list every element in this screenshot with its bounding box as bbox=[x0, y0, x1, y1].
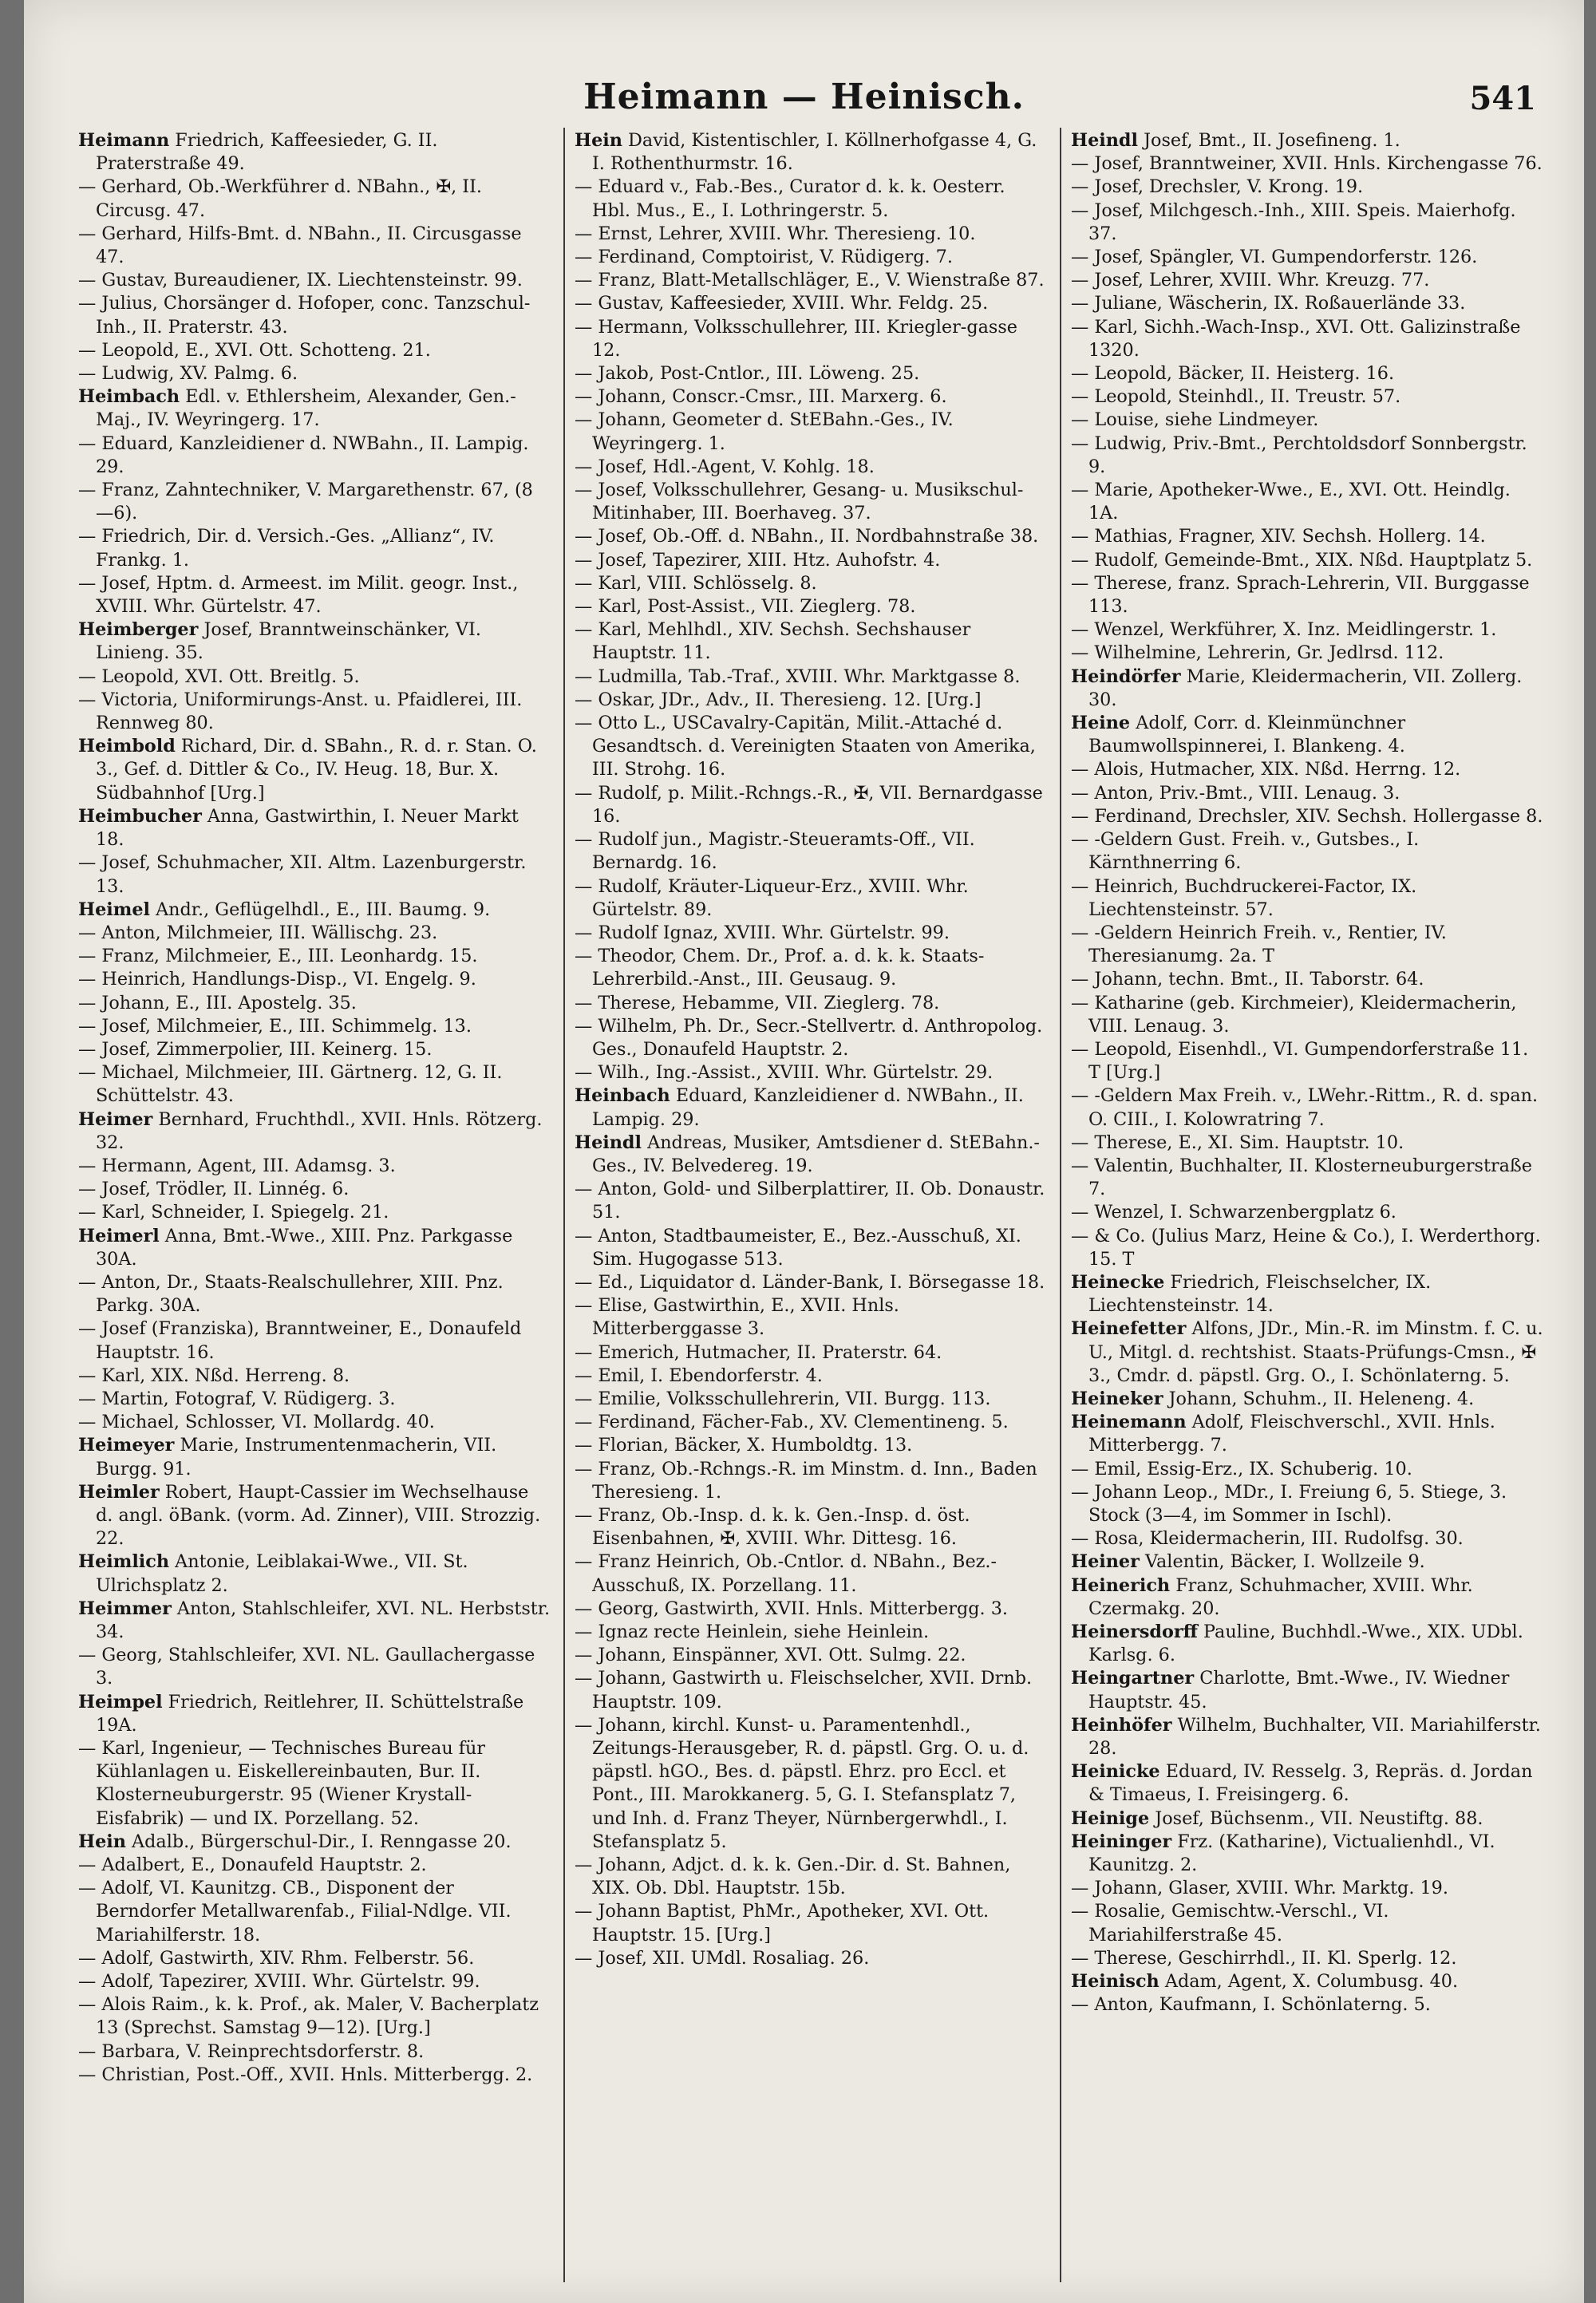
directory-entry: Heimmer Anton, Stahlschleifer, XVI. NL. Herbststr. 34. bbox=[78, 1598, 551, 1642]
directory-entry: — Franz, Milchmeier, E., III. Leonhardg. 15. bbox=[78, 946, 478, 967]
directory-entry: — Gerhard, Hilfs-Bmt. d. NBahn., II. Circusgasse 47. bbox=[78, 223, 522, 268]
directory-entry: — Josef, Trödler, II. Linnég. 6. bbox=[78, 1179, 350, 1200]
directory-entry: — Alois, Hutmacher, XIX. Nßd. Herrng. 12. bbox=[1071, 759, 1461, 780]
surname-headword: Heimpel bbox=[78, 1691, 163, 1712]
directory-entry: — Karl, Sichh.-Wach-Insp., XVI. Ott. Galizinstraße 1320. bbox=[1071, 316, 1521, 361]
directory-entry: — Johann Baptist, PhMr., Apotheker, XVI. Ott. Hauptstr. 15. [Urg.] bbox=[575, 1901, 990, 1946]
directory-entry: — Franz, Ob.-Insp. d. k. k. Gen.-Insp. d. öst. Eisenbahnen, ✠, XVIII. Whr. Dittesg. 16. bbox=[575, 1504, 970, 1550]
surname-headword: Heinemann bbox=[1071, 1412, 1187, 1433]
surname-headword: Heinicke bbox=[1071, 1761, 1160, 1783]
directory-entry: — Anton, Priv.-Bmt., VIII. Lenaug. 3. bbox=[1071, 782, 1400, 804]
directory-entry: — Karl, VIII. Schlösselg. 8. bbox=[575, 572, 817, 594]
directory-entry: — Julius, Chorsänger d. Hofoper, conc. Tanzschul-Inh., II. Praterstr. 43. bbox=[78, 293, 531, 338]
directory-entry: — Leopold, Eisenhdl., VI. Gumpendorferstraße 11. T [Urg.] bbox=[1071, 1038, 1529, 1084]
surname-headword: Heindörfer bbox=[1071, 666, 1181, 687]
directory-entry: Hein Adalb., Bürgerschul-Dir., I. Renngasse 20. bbox=[78, 1831, 512, 1852]
directory-entry: — Johann, Einspänner, XVI. Ott. Sulmg. 22. bbox=[575, 1645, 966, 1666]
directory-entry: — Karl, XIX. Nßd. Herreng. 8. bbox=[78, 1365, 350, 1386]
directory-entry: — Ignaz recte Heinlein, siehe Heinlein. bbox=[575, 1622, 930, 1642]
surname-headword: Heimmer bbox=[78, 1598, 172, 1619]
directory-entry: Heingartner Charlotte, Bmt.-Wwe., IV. Wiedner Hauptstr. 45. bbox=[1071, 1668, 1510, 1712]
directory-entry: — Ernst, Lehrer, XVIII. Whr. Theresieng. 10. bbox=[575, 223, 976, 244]
directory-entry: — Josef, Drechsler, V. Krong. 19. bbox=[1071, 176, 1364, 198]
directory-entry: — Rosalie, Gemischtw.-Verschl., VI. Mariahilferstraße 45. bbox=[1071, 1901, 1389, 1946]
surname-headword: Heimbucher bbox=[78, 805, 202, 827]
directory-entry: — Gerhard, Ob.-Werkführer d. NBahn., ✠, II. Circusg. 47. bbox=[78, 176, 482, 221]
directory-entry: — Josef, Milchgesch.-Inh., XIII. Speis. Maierhofg. 37. bbox=[1071, 199, 1516, 244]
directory-entry: — Hermann, Agent, III. Adamsg. 3. bbox=[78, 1155, 396, 1176]
surname-headword: Heinisch bbox=[1071, 1971, 1159, 1993]
directory-entry: — Heinrich, Handlungs-Disp., VI. Engelg. 9. bbox=[78, 969, 476, 990]
directory-entry: — Therese, Geschirrhdl., II. Kl. Sperlg. 12. bbox=[1071, 1947, 1457, 1969]
directory-entry: — Josef, Milchmeier, E., III. Schimmelg. 13. bbox=[78, 1015, 472, 1037]
surname-headword: Heinerich bbox=[1071, 1574, 1171, 1596]
directory-entry: — Josef, Lehrer, XVIII. Whr. Kreuzg. 77. bbox=[1071, 270, 1430, 291]
directory-entry: — Alois Raim., k. k. Prof., ak. Maler, V. Bacherplatz 13 (Sprechst. Samstag 9—12). [Urg.] bbox=[78, 1994, 539, 2039]
directory-entry: Heiner Valentin, Bäcker, I. Wollzeile 9. bbox=[1071, 1551, 1425, 1573]
directory-entry: — Johann Leop., MDr., I. Freiung 6, 5. Stiege, 3. Stock (3—4, im Sommer in Ischl). bbox=[1071, 1481, 1507, 1526]
surname-headword: Heinbach bbox=[575, 1085, 670, 1107]
directory-entry: Heindl Josef, Bmt., II. Josefineng. 1. bbox=[1071, 130, 1400, 151]
surname-headword: Heinersdorff bbox=[1071, 1622, 1198, 1642]
directory-entry: Hein David, Kistentischler, I. Köllnerhofgasse 4, G. I. Rothenthurmstr. 16. bbox=[575, 130, 1037, 175]
directory-entry: Heinersdorff Pauline, Buchhdl.-Wwe., XIX. UDbl. Karlsg. 6. bbox=[1071, 1622, 1523, 1666]
directory-entry: — Ludwig, XV. Palmg. 6. bbox=[78, 363, 298, 385]
directory-entry: — Katharine (geb. Kirchmeier), Kleidermacherin, VIII. Lenaug. 3. bbox=[1071, 992, 1517, 1037]
directory-entry: — Leopold, Bäcker, II. Heisterg. 16. bbox=[1071, 363, 1395, 385]
surname-headword: Heimer bbox=[78, 1108, 153, 1130]
surname-headword: Heingartner bbox=[1071, 1668, 1195, 1689]
surname-headword: Heinecke bbox=[1071, 1271, 1165, 1293]
directory-entry: — Georg, Stahlschleifer, XVI. NL. Gaullachergasse 3. bbox=[78, 1645, 535, 1689]
directory-entry: — Johann, E., III. Apostelg. 35. bbox=[78, 992, 357, 1013]
directory-entry: — Anton, Stadtbaumeister, E., Bez.-Ausschuß, XI. Sim. Hugogasse 513. bbox=[575, 1225, 1021, 1270]
directory-entry: — Leopold, XVI. Ott. Breitlg. 5. bbox=[78, 666, 360, 687]
directory-entry: Heine Adolf, Corr. d. Kleinmünchner Baumwollspinnerei, I. Blankeng. 4. bbox=[1071, 713, 1406, 757]
directory-entry: Heinhöfer Wilhelm, Buchhalter, VII. Mariahilferstr. 28. bbox=[1071, 1714, 1541, 1760]
directory-entry: Heinige Josef, Büchsenm., VII. Neustiftg. 88. bbox=[1071, 1807, 1483, 1829]
directory-entry: — Rudolf jun., Magistr.-Steueramts-Off., VII. Bernardg. 16. bbox=[575, 829, 975, 874]
directory-entry: — Therese, franz. Sprach-Lehrerin, VII. Burggasse 113. bbox=[1071, 572, 1530, 618]
directory-entry: — Emil, Essig-Erz., IX. Schuberig. 10. bbox=[1071, 1458, 1412, 1479]
surname-headword: Heiner bbox=[1071, 1551, 1140, 1573]
directory-entry: — Emerich, Hutmacher, II. Praterstr. 64. bbox=[575, 1341, 942, 1363]
surname-headword: Heimel bbox=[78, 899, 150, 920]
directory-entry: — Adolf, VI. Kaunitzg. CB., Disponent der Berndorfer Metallwarenfab., Filial-Ndlge. VII. Mariahilferstr. 18. bbox=[78, 1878, 512, 1946]
directory-entry: — Hermann, Volksschullehrer, III. Kriegler-gasse 12. bbox=[575, 316, 1017, 361]
directory-entry: — & Co. (Julius Marz, Heine & Co.), I. Werderthorg. 15. T bbox=[1071, 1225, 1541, 1270]
directory-entry: — Johann, Gastwirth u. Fleischselcher, XVII. Drnb. Hauptstr. 109. bbox=[575, 1668, 1033, 1712]
directory-entry: Heinicke Eduard, IV. Resselg. 3, Repräs. d. Jordan & Timaeus, I. Freisingerg. 6. bbox=[1071, 1761, 1533, 1806]
surname-headword: Heimler bbox=[78, 1481, 160, 1503]
directory-entry: Heinefetter Alfons, JDr., Min.-R. im Minstm. f. C. u. U., Mitgl. d. rechtshist. Staats-Prüfungs-Cmsn., ✠ 3., Cmdr. d. päpstl. Grg. O., I. Schönlaterng. 5. bbox=[1071, 1318, 1543, 1386]
directory-entry: Heimann Friedrich, Kaffeesieder, G. II. Praterstraße 49. bbox=[78, 130, 438, 175]
directory-entry: — Mathias, Fragner, XIV. Sechsh. Hollerg. 14. bbox=[1071, 526, 1486, 547]
directory-entry: — Ferdinand, Comptoirist, V. Rüdigerg. 7. bbox=[575, 247, 953, 268]
directory-entry: — Theodor, Chem. Dr., Prof. a. d. k. k. Staats-Lehrerbild.-Anst., III. Geusaug. 9. bbox=[575, 946, 985, 990]
surname-headword: Heimbach bbox=[78, 386, 180, 408]
column-2 bbox=[575, 129, 1047, 1970]
directory-entry: — Jakob, Post-Cntlor., III. Löweng. 25. bbox=[575, 363, 920, 385]
directory-entry: — Karl, Schneider, I. Spiegelg. 21. bbox=[78, 1202, 389, 1223]
directory-entry: — Leopold, Steinhdl., II. Treustr. 57. bbox=[1071, 386, 1401, 408]
directory-entry: — Josef, Tapezirer, XIII. Htz. Auhofstr. 4. bbox=[575, 549, 941, 571]
directory-entry: Heindl Andreas, Musiker, Amtsdiener d. StEBahn.-Ges., IV. Belvedereg. 19. bbox=[575, 1132, 1040, 1176]
directory-entry: — Ferdinand, Fächer-Fab., XV. Clementineng. 5. bbox=[575, 1412, 1009, 1433]
directory-entry: — Franz, Zahntechniker, V. Margarethenstr. 67, (8—6). bbox=[78, 480, 533, 524]
directory-entry: — Adolf, Tapezirer, XVIII. Whr. Gürtelstr. 99. bbox=[78, 1971, 480, 1993]
directory-entry: — Josef, Hdl.-Agent, V. Kohlg. 18. bbox=[575, 456, 875, 477]
directory-entry: — Martin, Fotograf, V. Rüdigerg. 3. bbox=[78, 1388, 396, 1409]
directory-entry: — Eduard v., Fab.-Bes., Curator d. k. k. Oesterr. Hbl. Mus., E., I. Lothringerstr. 5. bbox=[575, 176, 1005, 221]
directory-entry: — Ludwig, Priv.-Bmt., Perchtoldsdorf Sonnbergstr. 9. bbox=[1071, 433, 1527, 477]
directory-entry: — Louise, siehe Lindmeyer. bbox=[1071, 409, 1319, 431]
directory-entry: Heininger Frz. (Katharine), Victualienhdl., VI. Kaunitzg. 2. bbox=[1071, 1831, 1495, 1876]
directory-entry: — Adalbert, E., Donaufeld Hauptstr. 2. bbox=[78, 1855, 427, 1876]
directory-entry: — Valentin, Buchhalter, II. Klosterneuburgerstraße 7. bbox=[1071, 1155, 1532, 1200]
directory-entry: — Josef, Zimmerpolier, III. Keinerg. 15. bbox=[78, 1038, 433, 1060]
surname-headword: Hein bbox=[78, 1831, 126, 1852]
surname-headword: Heimeyer bbox=[78, 1435, 175, 1456]
directory-entry: — Wilhelm, Ph. Dr., Secr.-Stellvertr. d. Anthropolog. Ges., Donaufeld Hauptstr. 2. bbox=[575, 1015, 1043, 1060]
directory-entry: — Juliane, Wäscherin, IX. Roßauerlände 33. bbox=[1071, 293, 1466, 314]
directory-entry: — Wilh., Ing.-Assist., XVIII. Whr. Gürtelstr. 29. bbox=[575, 1062, 994, 1084]
directory-entry: Heinbach Eduard, Kanzleidiener d. NWBahn., II. Lampig. 29. bbox=[575, 1085, 1024, 1130]
directory-entry: — Michael, Schlosser, VI. Mollardg. 40. bbox=[78, 1412, 435, 1433]
directory-columns bbox=[78, 129, 1547, 2284]
surname-headword: Heimerl bbox=[78, 1225, 160, 1246]
directory-entry: Heimler Robert, Haupt-Cassier im Wechselhause d. angl. öBank. (vorm. Ad. Zinner), VIII. Strozzig. 22. bbox=[78, 1481, 541, 1550]
directory-entry: — Franz, Ob.-Rchngs.-R. im Minstm. d. Inn., Baden Theresieng. 1. bbox=[575, 1458, 1037, 1503]
directory-entry: — Rudolf Ignaz, XVIII. Whr. Gürtelstr. 99. bbox=[575, 922, 950, 943]
directory-entry: — Marie, Apotheker-Wwe., E., XVI. Ott. Heindlg. 1A. bbox=[1071, 480, 1511, 524]
directory-entry: — Wenzel, I. Schwarzenbergplatz 6. bbox=[1071, 1202, 1396, 1223]
surname-headword: Heinige bbox=[1071, 1807, 1150, 1829]
directory-entry: — Ed., Liquidator d. Länder-Bank, I. Börsegasse 18. bbox=[575, 1271, 1045, 1293]
directory-entry: — Rudolf, Gemeinde-Bmt., XIX. Nßd. Hauptplatz 5. bbox=[1071, 549, 1533, 571]
directory-entry: Heinemann Adolf, Fleischverschl., XVII. Hnls. Mitterbergg. 7. bbox=[1071, 1412, 1495, 1456]
directory-entry: — Josef, Ob.-Off. d. NBahn., II. Nordbahnstraße 38. bbox=[575, 526, 1039, 547]
directory-entry: — Josef, Hptm. d. Armeest. im Milit. geogr. Inst., XVIII. Whr. Gürtelstr. 47. bbox=[78, 572, 519, 618]
directory-entry: — Rudolf, Kräuter-Liqueur-Erz., XVIII. Whr. Gürtelstr. 89. bbox=[575, 875, 969, 920]
directory-entry: — Christian, Post.-Off., XVII. Hnls. Mitterbergg. 2. bbox=[78, 2064, 533, 2085]
directory-entry: Heimerl Anna, Bmt.-Wwe., XIII. Pnz. Parkgasse 30A. bbox=[78, 1225, 513, 1270]
directory-entry: — Rosa, Kleidermacherin, III. Rudolfsg. 30. bbox=[1071, 1528, 1464, 1550]
directory-entry: — Emilie, Volksschullehrerin, VII. Burgg. 113. bbox=[575, 1388, 991, 1409]
directory-entry: — Josef, Branntweiner, XVII. Hnls. Kirchengasse 76. bbox=[1071, 153, 1543, 175]
directory-entry: — -Geldern Heinrich Freih. v., Rentier, IV. Theresianumg. 2a. T bbox=[1071, 922, 1447, 967]
directory-entry: — Oskar, JDr., Adv., II. Theresieng. 12. [Urg.] bbox=[575, 689, 982, 710]
directory-entry: — Eduard, Kanzleidiener d. NWBahn., II. Lampig. 29. bbox=[78, 433, 529, 477]
directory-entry: — Gustav, Kaffeesieder, XVIII. Whr. Feldg. 25. bbox=[575, 293, 989, 314]
directory-entry: Heinecke Friedrich, Fleischselcher, IX. Liechtensteinstr. 14. bbox=[1071, 1271, 1432, 1317]
directory-entry: — Johann, Conscr.-Cmsr., III. Marxerg. 6. bbox=[575, 386, 947, 408]
directory-entry: Heimel Andr., Geflügelhdl., E., III. Baumg. 9. bbox=[78, 899, 491, 920]
directory-entry: — Leopold, E., XVI. Ott. Schotteng. 21. bbox=[78, 339, 431, 361]
directory-entry: — Heinrich, Buchdruckerei-Factor, IX. Liechtensteinstr. 57. bbox=[1071, 875, 1417, 920]
surname-headword: Heimberger bbox=[78, 619, 199, 641]
directory-entry: Heindörfer Marie, Kleidermacherin, VII. Zollerg. 30. bbox=[1071, 666, 1523, 710]
directory-entry: — Wilhelmine, Lehrerin, Gr. Jedlrsd. 112. bbox=[1071, 642, 1444, 664]
directory-entry: — Anton, Kaufmann, I. Schönlaterng. 5. bbox=[1071, 1994, 1431, 2016]
page-header bbox=[24, 77, 1584, 124]
directory-entry: Heimlich Antonie, Leiblakai-Wwe., VII. St. Ulrichsplatz 2. bbox=[78, 1551, 468, 1596]
directory-entry: — Josef (Franziska), Branntweiner, E., Donaufeld Hauptstr. 16. bbox=[78, 1318, 522, 1363]
directory-entry: — Anton, Gold- und Silberplattirer, II. Ob. Donaustr. 51. bbox=[575, 1179, 1045, 1223]
column-1 bbox=[78, 129, 551, 2087]
directory-entry: — Ludmilla, Tab.-Traf., XVIII. Whr. Marktgasse 8. bbox=[575, 666, 1021, 687]
directory-entry: — Ferdinand, Drechsler, XIV. Sechsh. Hollergasse 8. bbox=[1071, 805, 1543, 827]
directory-entry: Heimbach Edl. v. Ethlersheim, Alexander, Gen.-Maj., IV. Weyringerg. 17. bbox=[78, 386, 516, 431]
directory-entry: — Karl, Mehlhdl., XIV. Sechsh. Sechshauser Hauptstr. 11. bbox=[575, 619, 971, 664]
surname-headword: Heimbold bbox=[78, 736, 176, 757]
surname-headword: Heineker bbox=[1071, 1388, 1163, 1409]
directory-entry: — Johann, Adjct. d. k. k. Gen.-Dir. d. St. Bahnen, XIX. Ob. Dbl. Hauptstr. 15b. bbox=[575, 1855, 1011, 1899]
directory-entry: — Emil, I. Ebendorferstr. 4. bbox=[575, 1365, 823, 1386]
directory-entry: — Anton, Dr., Staats-Realschullehrer, XIII. Pnz. Parkg. 30A. bbox=[78, 1271, 504, 1317]
surname-headword: Heinefetter bbox=[1071, 1318, 1187, 1340]
directory-entry: — Josef, Schuhmacher, XII. Altm. Lazenburgerstr. 13. bbox=[78, 852, 527, 897]
directory-entry: — Karl, Ingenieur, — Technisches Bureau für Kühlanlagen u. Eiskellereinbauten, Bur. II. Klosterneuburgerstr. 95 (Wiener Krystall-Eisfabrik) — und IX. Porzellang. 52. bbox=[78, 1738, 486, 1829]
surname-headword: Hein bbox=[575, 130, 622, 151]
directory-entry: — Adolf, Gastwirth, XIV. Rhm. Felberstr. 56. bbox=[78, 1947, 475, 1969]
directory-entry: Heimpel Friedrich, Reitlehrer, II. Schüttelstraße 19A. bbox=[78, 1691, 524, 1736]
directory-entry: Heimeyer Marie, Instrumentenmacherin, VII. Burgg. 91. bbox=[78, 1435, 497, 1479]
surname-headword: Heininger bbox=[1071, 1831, 1172, 1852]
directory-entry: — Johann, kirchl. Kunst- u. Paramentenhdl., Zeitungs-Herausgeber, R. d. päpstl. Grg. O. u. d. päpstl. hGO., Bes. d. päpstl. Ehrz. pro Eccl. et Pont., III. Marokkanerg. 5, G. I. Stefansplatz 7, und Inh. d. Franz Theyer, Nürnbergerwhdl., I. Stefansplatz 5. bbox=[575, 1714, 1029, 1852]
directory-entry: — Anton, Milchmeier, III. Wällischg. 23. bbox=[78, 922, 438, 943]
surname-headword: Heimlich bbox=[78, 1551, 170, 1573]
directory-entry: — Franz, Blatt-Metallschläger, E., V. Wienstraße 87. bbox=[575, 270, 1045, 291]
directory-entry: Heimbucher Anna, Gastwirthin, I. Neuer Markt 18. bbox=[78, 805, 519, 851]
directory-entry: — Therese, Hebamme, VII. Zieglerg. 78. bbox=[575, 992, 940, 1013]
directory-entry: — Otto L., USCavalry-Capitän, Milit.-Attaché d. Gesandtsch. d. Vereinigten Staaten von Amerika, III. Strohg. 16. bbox=[575, 713, 1036, 780]
directory-page bbox=[24, 0, 1584, 2303]
directory-entry: — Michael, Milchmeier, III. Gärtnerg. 12, G. II. Schüttelstr. 43. bbox=[78, 1062, 503, 1107]
surname-headword: Heindl bbox=[575, 1132, 642, 1153]
directory-entry: — -Geldern Gust. Freih. v., Gutsbes., I. Kärnthnerring 6. bbox=[1071, 829, 1420, 874]
directory-entry: — Josef, XII. UMdl. Rosaliag. 26. bbox=[575, 1947, 870, 1969]
directory-entry: Heimberger Josef, Branntweinschänker, VI. Linieng. 35. bbox=[78, 619, 481, 664]
directory-entry: — -Geldern Max Freih. v., LWehr.-Rittm., R. d. span. O. CIII., I. Kolowratring 7. bbox=[1071, 1085, 1539, 1130]
surname-headword: Heine bbox=[1071, 713, 1131, 734]
directory-entry: — Victoria, Uniformirungs-Anst. u. Pfaidlerei, III. Rennweg 80. bbox=[78, 689, 523, 734]
directory-entry: — Florian, Bäcker, X. Humboldtg. 13. bbox=[575, 1435, 913, 1456]
directory-entry: — Therese, E., XI. Sim. Hauptstr. 10. bbox=[1071, 1132, 1404, 1153]
directory-entry: Heinerich Franz, Schuhmacher, XVIII. Whr. Czermakg. 20. bbox=[1071, 1574, 1473, 1619]
directory-entry: — Friedrich, Dir. d. Versich.-Ges. „Allianz“, IV. Frankg. 1. bbox=[78, 526, 495, 571]
directory-entry: — Georg, Gastwirth, XVII. Hnls. Mitterbergg. 3. bbox=[575, 1598, 1008, 1619]
directory-entry: Heimer Bernhard, Fruchthdl., XVII. Hnls. Rötzerg. 32. bbox=[78, 1108, 543, 1153]
directory-entry: — Karl, Post-Assist., VII. Zieglerg. 78. bbox=[575, 596, 916, 618]
directory-entry: — Josef, Spängler, VI. Gumpendorferstr. 126. bbox=[1071, 247, 1478, 268]
directory-entry: — Rudolf, p. Milit.-Rchngs.-R., ✠, VII. Bernardgasse 16. bbox=[575, 782, 1043, 827]
directory-entry: — Wenzel, Werkführer, X. Inz. Meidlingerstr. 1. bbox=[1071, 619, 1497, 641]
column-3 bbox=[1071, 129, 1543, 2017]
surname-headword: Heindl bbox=[1071, 130, 1138, 151]
directory-entry: — Johann, Glaser, XVIII. Whr. Marktg. 19. bbox=[1071, 1878, 1448, 1899]
directory-entry: Heinisch Adam, Agent, X. Columbusg. 40. bbox=[1071, 1971, 1459, 1993]
directory-entry: — Johann, techn. Bmt., II. Taborstr. 64. bbox=[1071, 969, 1424, 990]
directory-entry: — Josef, Volksschullehrer, Gesang- u. Musikschul-Mitinhaber, III. Boerhaveg. 37. bbox=[575, 480, 1024, 524]
directory-entry: — Barbara, V. Reinprechtsdorferstr. 8. bbox=[78, 2040, 425, 2062]
directory-entry: — Elise, Gastwirthin, E., XVII. Hnls. Mitterberggasse 3. bbox=[575, 1295, 899, 1340]
surname-headword: Heinhöfer bbox=[1071, 1714, 1172, 1736]
running-title: Heimann — Heinisch. bbox=[583, 77, 1025, 117]
directory-entry: — Gustav, Bureaudiener, IX. Liechtensteinstr. 99. bbox=[78, 270, 523, 291]
directory-entry: Heimbold Richard, Dir. d. SBahn., R. d. r. Stan. O. 3., Gef. d. Dittler & Co., IV. Heug. 18, Bur. X. Südbahnhof [Urg.] bbox=[78, 736, 537, 804]
page-number: 541 bbox=[1469, 80, 1536, 117]
directory-entry: — Johann, Geometer d. StEBahn.-Ges., IV. Weyringerg. 1. bbox=[575, 409, 954, 454]
directory-entry: Heineker Johann, Schuhm., II. Heleneng. 4. bbox=[1071, 1388, 1475, 1409]
surname-headword: Heimann bbox=[78, 130, 170, 151]
directory-entry: — Franz Heinrich, Ob.-Cntlor. d. NBahn., Bez.-Ausschuß, IX. Porzellang. 11. bbox=[575, 1551, 998, 1596]
